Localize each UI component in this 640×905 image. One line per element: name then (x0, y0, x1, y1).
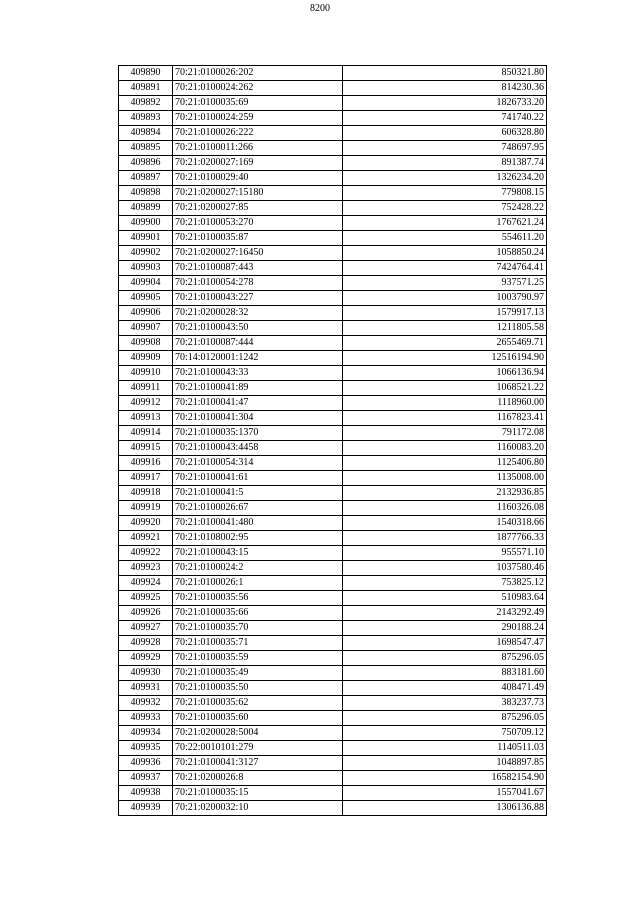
row-number-cell: 409908 (119, 336, 173, 351)
cadastral-number-cell: 70:21:0100041:61 (173, 471, 343, 486)
row-number-cell: 409894 (119, 126, 173, 141)
cadastral-number-cell: 70:21:0100035:70 (173, 621, 343, 636)
table-row (119, 366, 547, 381)
row-number-cell: 409893 (119, 111, 173, 126)
table-row (119, 636, 547, 651)
row-number-cell: 409922 (119, 546, 173, 561)
cadastral-value-table (118, 65, 547, 816)
cadastral-value-cell: 779808.15 (343, 186, 547, 201)
row-number-cell: 409929 (119, 651, 173, 666)
table-row (119, 81, 547, 96)
cadastral-number-cell: 70:21:0100041:304 (173, 411, 343, 426)
row-number-cell: 409909 (119, 351, 173, 366)
table-row (119, 276, 547, 291)
cadastral-number-cell: 70:21:0100035:60 (173, 711, 343, 726)
cadastral-number-cell: 70:21:0200032:10 (173, 801, 343, 816)
table-row (119, 411, 547, 426)
row-number-cell: 409919 (119, 501, 173, 516)
table-row (119, 216, 547, 231)
cadastral-value-cell: 1167823.41 (343, 411, 547, 426)
cadastral-value-cell: 1557041.67 (343, 786, 547, 801)
table-row (119, 456, 547, 471)
cadastral-value-cell: 1058850.24 (343, 246, 547, 261)
cadastral-number-cell: 70:21:0200026:8 (173, 771, 343, 786)
table-row (119, 501, 547, 516)
table-row (119, 681, 547, 696)
cadastral-value-cell: 1066136.94 (343, 366, 547, 381)
cadastral-number-cell: 70:21:0100035:71 (173, 636, 343, 651)
table-row (119, 381, 547, 396)
cadastral-value-cell: 1540318.66 (343, 516, 547, 531)
table-row (119, 321, 547, 336)
cadastral-value-cell: 16582154.90 (343, 771, 547, 786)
cadastral-value-cell: 408471.49 (343, 681, 547, 696)
row-number-cell: 409907 (119, 321, 173, 336)
cadastral-value-cell: 1826733.20 (343, 96, 547, 111)
cadastral-number-cell: 70:21:0100087:443 (173, 261, 343, 276)
row-number-cell: 409939 (119, 801, 173, 816)
table-row (119, 726, 547, 741)
table-row (119, 186, 547, 201)
row-number-cell: 409934 (119, 726, 173, 741)
row-number-cell: 409920 (119, 516, 173, 531)
cadastral-number-cell: 70:21:0100026:202 (173, 66, 343, 81)
cadastral-value-cell: 1698547.47 (343, 636, 547, 651)
cadastral-number-cell: 70:21:0100035:59 (173, 651, 343, 666)
table-row (119, 606, 547, 621)
table-row (119, 396, 547, 411)
table-row (119, 546, 547, 561)
cadastral-number-cell: 70:21:0100024:2 (173, 561, 343, 576)
row-number-cell: 409906 (119, 306, 173, 321)
row-number-cell: 409930 (119, 666, 173, 681)
cadastral-value-cell: 1068521.22 (343, 381, 547, 396)
cadastral-number-cell: 70:21:0108002:95 (173, 531, 343, 546)
table-row (119, 756, 547, 771)
table-row (119, 66, 547, 81)
table-row (119, 696, 547, 711)
cadastral-number-cell: 70:21:0100026:1 (173, 576, 343, 591)
cadastral-value-cell: 554611.20 (343, 231, 547, 246)
row-number-cell: 409900 (119, 216, 173, 231)
row-number-cell: 409895 (119, 141, 173, 156)
cadastral-value-cell: 1125406.80 (343, 456, 547, 471)
cadastral-value-cell: 7424764.41 (343, 261, 547, 276)
cadastral-value-cell: 883181.60 (343, 666, 547, 681)
cadastral-value-cell: 791172.08 (343, 426, 547, 441)
cadastral-number-cell: 70:21:0100053:270 (173, 216, 343, 231)
cadastral-value-cell: 955571.10 (343, 546, 547, 561)
cadastral-value-cell: 937571.25 (343, 276, 547, 291)
cadastral-number-cell: 70:21:0100043:4458 (173, 441, 343, 456)
row-number-cell: 409913 (119, 411, 173, 426)
row-number-cell: 409911 (119, 381, 173, 396)
cadastral-number-cell: 70:21:0100026:67 (173, 501, 343, 516)
row-number-cell: 409931 (119, 681, 173, 696)
cadastral-value-cell: 290188.24 (343, 621, 547, 636)
row-number-cell: 409921 (119, 531, 173, 546)
row-number-cell: 409902 (119, 246, 173, 261)
row-number-cell: 409916 (119, 456, 173, 471)
row-number-cell: 409924 (119, 576, 173, 591)
row-number-cell: 409933 (119, 711, 173, 726)
cadastral-number-cell: 70:21:0100035:69 (173, 96, 343, 111)
table-row (119, 771, 547, 786)
cadastral-number-cell: 70:21:0200027:85 (173, 201, 343, 216)
cadastral-value-cell: 748697.95 (343, 141, 547, 156)
table-row (119, 291, 547, 306)
table-row (119, 576, 547, 591)
cadastral-number-cell: 70:21:0100035:1370 (173, 426, 343, 441)
cadastral-number-cell: 70:21:0100035:66 (173, 606, 343, 621)
table-body (119, 66, 547, 816)
row-number-cell: 409904 (119, 276, 173, 291)
cadastral-value-cell: 2132936.85 (343, 486, 547, 501)
cadastral-value-cell: 1003790.97 (343, 291, 547, 306)
cadastral-value-cell: 1118960.00 (343, 396, 547, 411)
cadastral-value-cell: 1160326.08 (343, 501, 547, 516)
cadastral-number-cell: 70:21:0100035:49 (173, 666, 343, 681)
row-number-cell: 409898 (119, 186, 173, 201)
table-row (119, 621, 547, 636)
cadastral-number-cell: 70:21:0100041:480 (173, 516, 343, 531)
cadastral-value-cell: 1326234.20 (343, 171, 547, 186)
table-row (119, 246, 547, 261)
table-row (119, 171, 547, 186)
table-row (119, 531, 547, 546)
row-number-cell: 409890 (119, 66, 173, 81)
cadastral-number-cell: 70:21:0100043:33 (173, 366, 343, 381)
row-number-cell: 409891 (119, 81, 173, 96)
row-number-cell: 409910 (119, 366, 173, 381)
table-row (119, 156, 547, 171)
cadastral-number-cell: 70:21:0200027:169 (173, 156, 343, 171)
table-row (119, 666, 547, 681)
table-row (119, 141, 547, 156)
cadastral-number-cell: 70:21:0100026:222 (173, 126, 343, 141)
cadastral-number-cell: 70:21:0100041:47 (173, 396, 343, 411)
cadastral-value-cell: 12516194.90 (343, 351, 547, 366)
table-row (119, 786, 547, 801)
cadastral-number-cell: 70:21:0100029:40 (173, 171, 343, 186)
table-row (119, 801, 547, 816)
cadastral-value-cell: 2655469.71 (343, 336, 547, 351)
cadastral-number-cell: 70:22:0010101:279 (173, 741, 343, 756)
cadastral-value-cell: 1306136.88 (343, 801, 547, 816)
row-number-cell: 409905 (119, 291, 173, 306)
cadastral-number-cell: 70:21:0200027:16450 (173, 246, 343, 261)
row-number-cell: 409935 (119, 741, 173, 756)
row-number-cell: 409938 (119, 786, 173, 801)
cadastral-value-cell: 850321.80 (343, 66, 547, 81)
cadastral-number-cell: 70:21:0100043:15 (173, 546, 343, 561)
cadastral-number-cell: 70:21:0100011:266 (173, 141, 343, 156)
cadastral-value-cell: 1135008.00 (343, 471, 547, 486)
cadastral-value-cell: 1767621.24 (343, 216, 547, 231)
cadastral-number-cell: 70:14:0120001:1242 (173, 351, 343, 366)
table-row (119, 111, 547, 126)
table-row (119, 651, 547, 666)
cadastral-value-cell: 1048897.85 (343, 756, 547, 771)
cadastral-number-cell: 70:21:0100041:89 (173, 381, 343, 396)
table-row (119, 96, 547, 111)
table-row (119, 231, 547, 246)
row-number-cell: 409892 (119, 96, 173, 111)
table-row (119, 426, 547, 441)
cadastral-value-cell: 752428.22 (343, 201, 547, 216)
cadastral-value-cell: 875296.05 (343, 651, 547, 666)
row-number-cell: 409912 (119, 396, 173, 411)
cadastral-value-cell: 1160083.20 (343, 441, 547, 456)
cadastral-number-cell: 70:21:0100054:314 (173, 456, 343, 471)
table-row (119, 561, 547, 576)
table-row (119, 471, 547, 486)
cadastral-value-cell: 875296.05 (343, 711, 547, 726)
cadastral-number-cell: 70:21:0200027:15180 (173, 186, 343, 201)
row-number-cell: 409927 (119, 621, 173, 636)
cadastral-number-cell: 70:21:0100087:444 (173, 336, 343, 351)
table-row (119, 441, 547, 456)
cadastral-value-cell: 606328.80 (343, 126, 547, 141)
table-row (119, 711, 547, 726)
row-number-cell: 409928 (119, 636, 173, 651)
table-row (119, 306, 547, 321)
cadastral-number-cell: 70:21:0100024:262 (173, 81, 343, 96)
cadastral-value-cell: 814230.36 (343, 81, 547, 96)
table-row (119, 126, 547, 141)
cadastral-value-cell: 1037580.46 (343, 561, 547, 576)
cadastral-value-cell: 383237.73 (343, 696, 547, 711)
cadastral-value-cell: 741740.22 (343, 111, 547, 126)
row-number-cell: 409932 (119, 696, 173, 711)
cadastral-value-cell: 1140511.03 (343, 741, 547, 756)
table-row (119, 261, 547, 276)
cadastral-number-cell: 70:21:0100043:50 (173, 321, 343, 336)
page-number: 8200 (310, 3, 330, 14)
cadastral-number-cell: 70:21:0200028:32 (173, 306, 343, 321)
row-number-cell: 409918 (119, 486, 173, 501)
row-number-cell: 409903 (119, 261, 173, 276)
cadastral-number-cell: 70:21:0100041:3127 (173, 756, 343, 771)
row-number-cell: 409896 (119, 156, 173, 171)
table-row (119, 351, 547, 366)
cadastral-number-cell: 70:21:0100043:227 (173, 291, 343, 306)
table-row (119, 336, 547, 351)
cadastral-number-cell: 70:21:0100035:87 (173, 231, 343, 246)
row-number-cell: 409899 (119, 201, 173, 216)
cadastral-number-cell: 70:21:0100035:62 (173, 696, 343, 711)
cadastral-value-cell: 2143292.49 (343, 606, 547, 621)
table-row (119, 741, 547, 756)
table-row (119, 516, 547, 531)
table-row (119, 486, 547, 501)
cadastral-value-cell: 1579917.13 (343, 306, 547, 321)
cadastral-value-cell: 891387.74 (343, 156, 547, 171)
row-number-cell: 409936 (119, 756, 173, 771)
row-number-cell: 409915 (119, 441, 173, 456)
row-number-cell: 409917 (119, 471, 173, 486)
cadastral-number-cell: 70:21:0200028:5004 (173, 726, 343, 741)
cadastral-number-cell: 70:21:0100041:5 (173, 486, 343, 501)
cadastral-value-cell: 753825.12 (343, 576, 547, 591)
cadastral-number-cell: 70:21:0100035:56 (173, 591, 343, 606)
cadastral-value-cell: 1211805.58 (343, 321, 547, 336)
cadastral-value-cell: 1877766.33 (343, 531, 547, 546)
table-row (119, 591, 547, 606)
table-row (119, 201, 547, 216)
cadastral-number-cell: 70:21:0100035:15 (173, 786, 343, 801)
row-number-cell: 409901 (119, 231, 173, 246)
cadastral-number-cell: 70:21:0100024:259 (173, 111, 343, 126)
row-number-cell: 409925 (119, 591, 173, 606)
row-number-cell: 409926 (119, 606, 173, 621)
row-number-cell: 409914 (119, 426, 173, 441)
cadastral-value-cell: 510983.64 (343, 591, 547, 606)
cadastral-number-cell: 70:21:0100054:278 (173, 276, 343, 291)
cadastral-value-cell: 750709.12 (343, 726, 547, 741)
row-number-cell: 409923 (119, 561, 173, 576)
row-number-cell: 409937 (119, 771, 173, 786)
cadastral-number-cell: 70:21:0100035:50 (173, 681, 343, 696)
row-number-cell: 409897 (119, 171, 173, 186)
